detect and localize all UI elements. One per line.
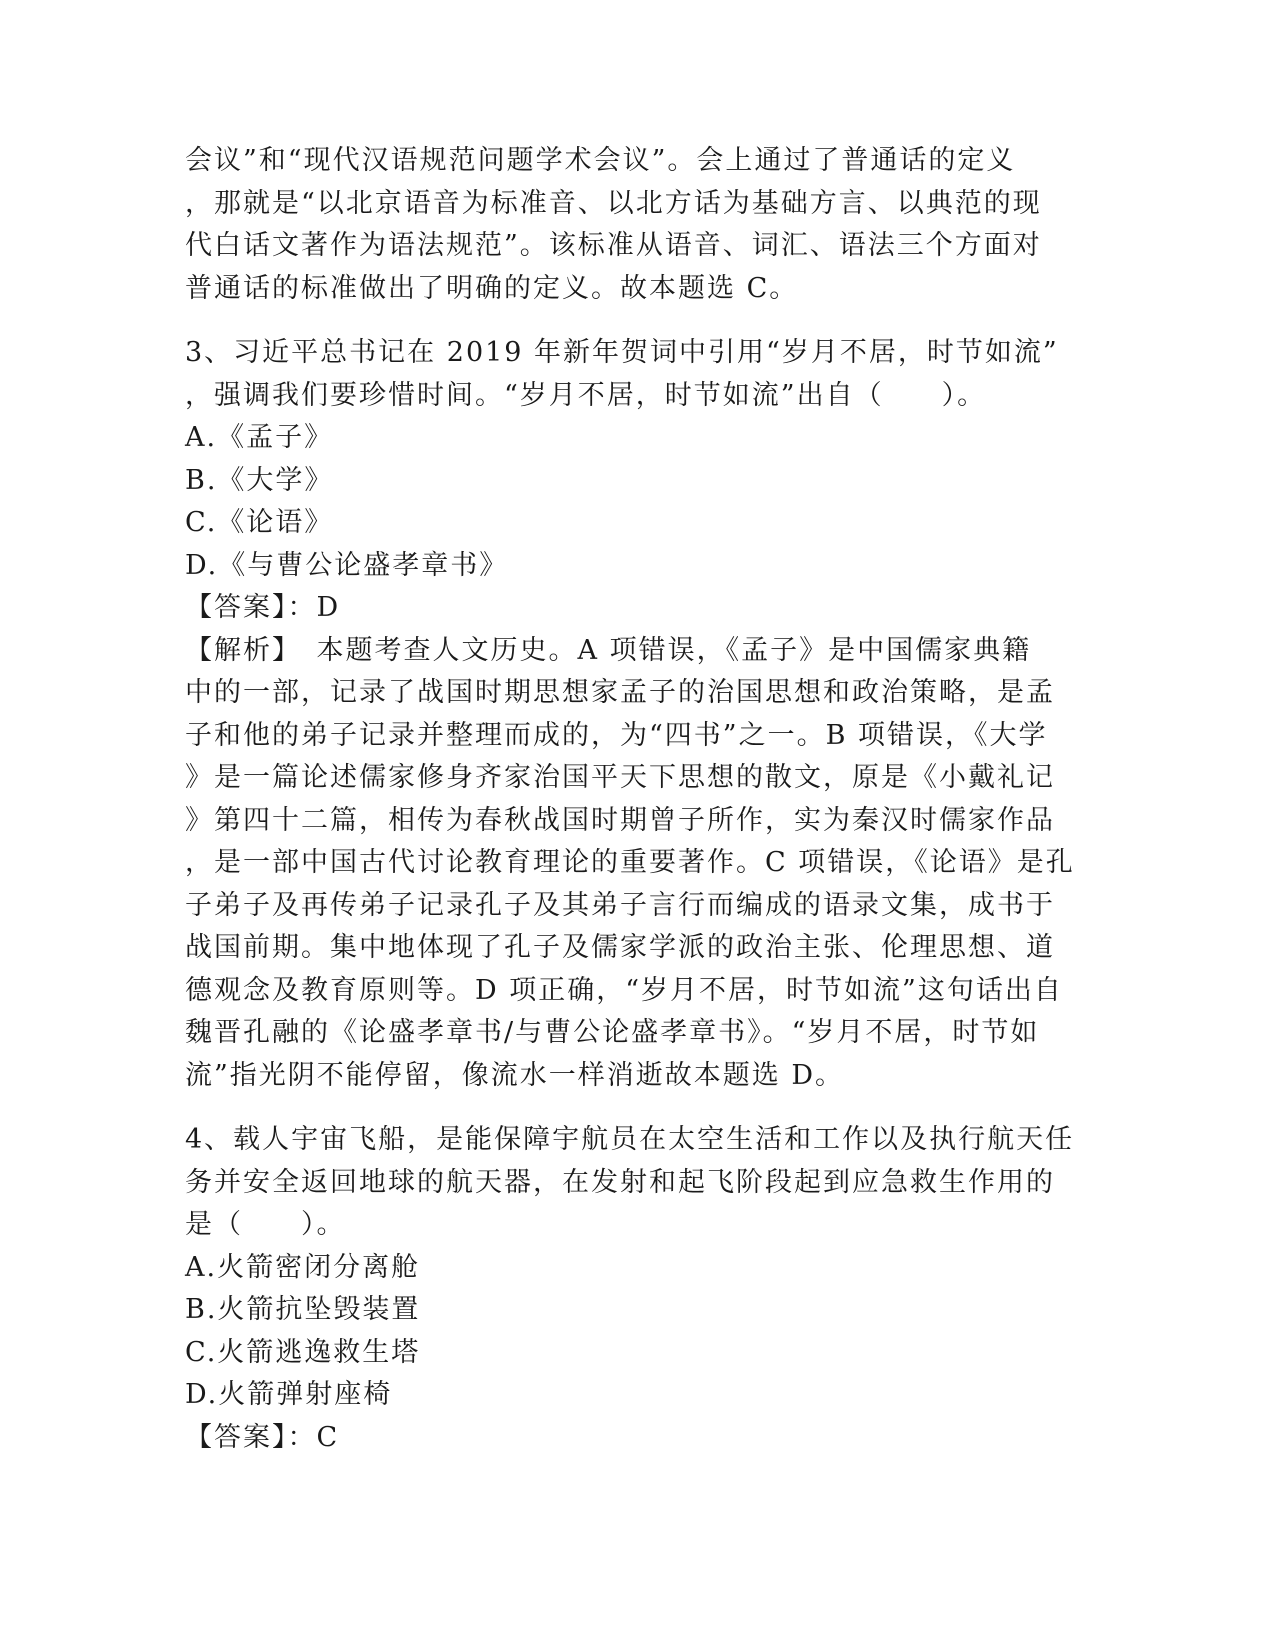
answer-line: 【答案】：D — [185, 592, 341, 623]
analysis-line: 战国前期。集中地体现了孔子及儒家学派的政治主张、伦理思想、道 — [185, 932, 1055, 963]
question-stem-line: 3、习近平总书记在 2019 年新年贺词中引用“岁月不居，时节如流” — [185, 337, 1059, 368]
option-c: C.火箭逃逸救生塔 — [185, 1336, 421, 1368]
previous-explanation-tail — [185, 140, 1055, 310]
analysis-line: 魏晋孔融的《论盛孝章书/与曹公论盛孝章书》。“岁月不居，时节如 — [185, 1017, 1040, 1048]
analysis-line: 流”指光阴不能停留，像流水一样消逝故本题选 D。 — [185, 1059, 845, 1091]
option-b: B.火箭抗坠毁装置 — [185, 1294, 421, 1325]
paragraph-gap — [185, 1097, 1055, 1119]
analysis-line: 子弟子及再传弟子记录孔子及其弟子言行而编成的语录文集，成书于 — [185, 889, 1055, 921]
option-b: B.《大学》 — [185, 464, 334, 496]
question-stem-line: 是（ ）。 — [185, 1209, 346, 1240]
option-a: A.《孟子》 — [185, 422, 334, 453]
question-stem-line: ，强调我们要珍惜时间。“岁月不居，时节如流”出自（ ）。 — [185, 379, 987, 411]
text-line: 普通话的标准做出了明确的定义。故本题选 C。 — [185, 272, 799, 304]
document-page — [185, 140, 1075, 1459]
paragraph-gap — [185, 310, 1055, 332]
option-d: D.《与曹公论盛孝章书》 — [185, 549, 509, 581]
text-line: 会议”和“现代汉语规范问题学术会议”。会上通过了普通话的定义 — [185, 145, 1016, 176]
option-c: C.《论语》 — [185, 507, 334, 538]
analysis-line: 中的一部，记录了战国时期思想家孟子的治国思想和政治策略，是孟 — [185, 677, 1055, 708]
text-line: ，那就是“以北京语音为标准音、以北方话为基础方言、以典范的现 — [185, 187, 1042, 219]
analysis-line: 》是一篇论述儒家修身齐家治国平天下思想的散文，原是《小戴礼记 — [185, 762, 1055, 793]
question-3 — [185, 332, 1075, 1097]
question-4 — [185, 1119, 1075, 1459]
analysis-line: 子和他的弟子记录并整理而成的，为“四书”之一。B 项错误，《大学 — [185, 719, 1048, 751]
analysis-line: 》第四十二篇，相传为春秋战国时期曾子所作，实为秦汉时儒家作品 — [185, 804, 1055, 836]
question-stem-line: 务并安全返回地球的航天器，在发射和起飞阶段起到应急救生作用的 — [185, 1166, 1055, 1198]
analysis-line: 德观念及教育原则等。D 项正确，“岁月不居，时节如流”这句话出自 — [185, 974, 1063, 1006]
text-line: 代白话文著作为语法规范”。该标准从语音、词汇、语法三个方面对 — [185, 230, 1042, 261]
analysis-line: 【解析】 本题考查人文历史。A 项错误，《孟子》是中国儒家典籍 — [185, 634, 1032, 666]
option-a: A.火箭密闭分离舱 — [185, 1251, 421, 1283]
question-stem-line: 4、载人宇宙飞船，是能保障宇航员在太空生活和工作以及执行航天任 — [185, 1124, 1075, 1155]
option-d: D.火箭弹射座椅 — [185, 1379, 393, 1410]
analysis-line: ，是一部中国古代讨论教育理论的重要著作。C 项错误，《论语》是孔 — [185, 847, 1075, 878]
answer-line: 【答案】：C — [185, 1421, 340, 1453]
